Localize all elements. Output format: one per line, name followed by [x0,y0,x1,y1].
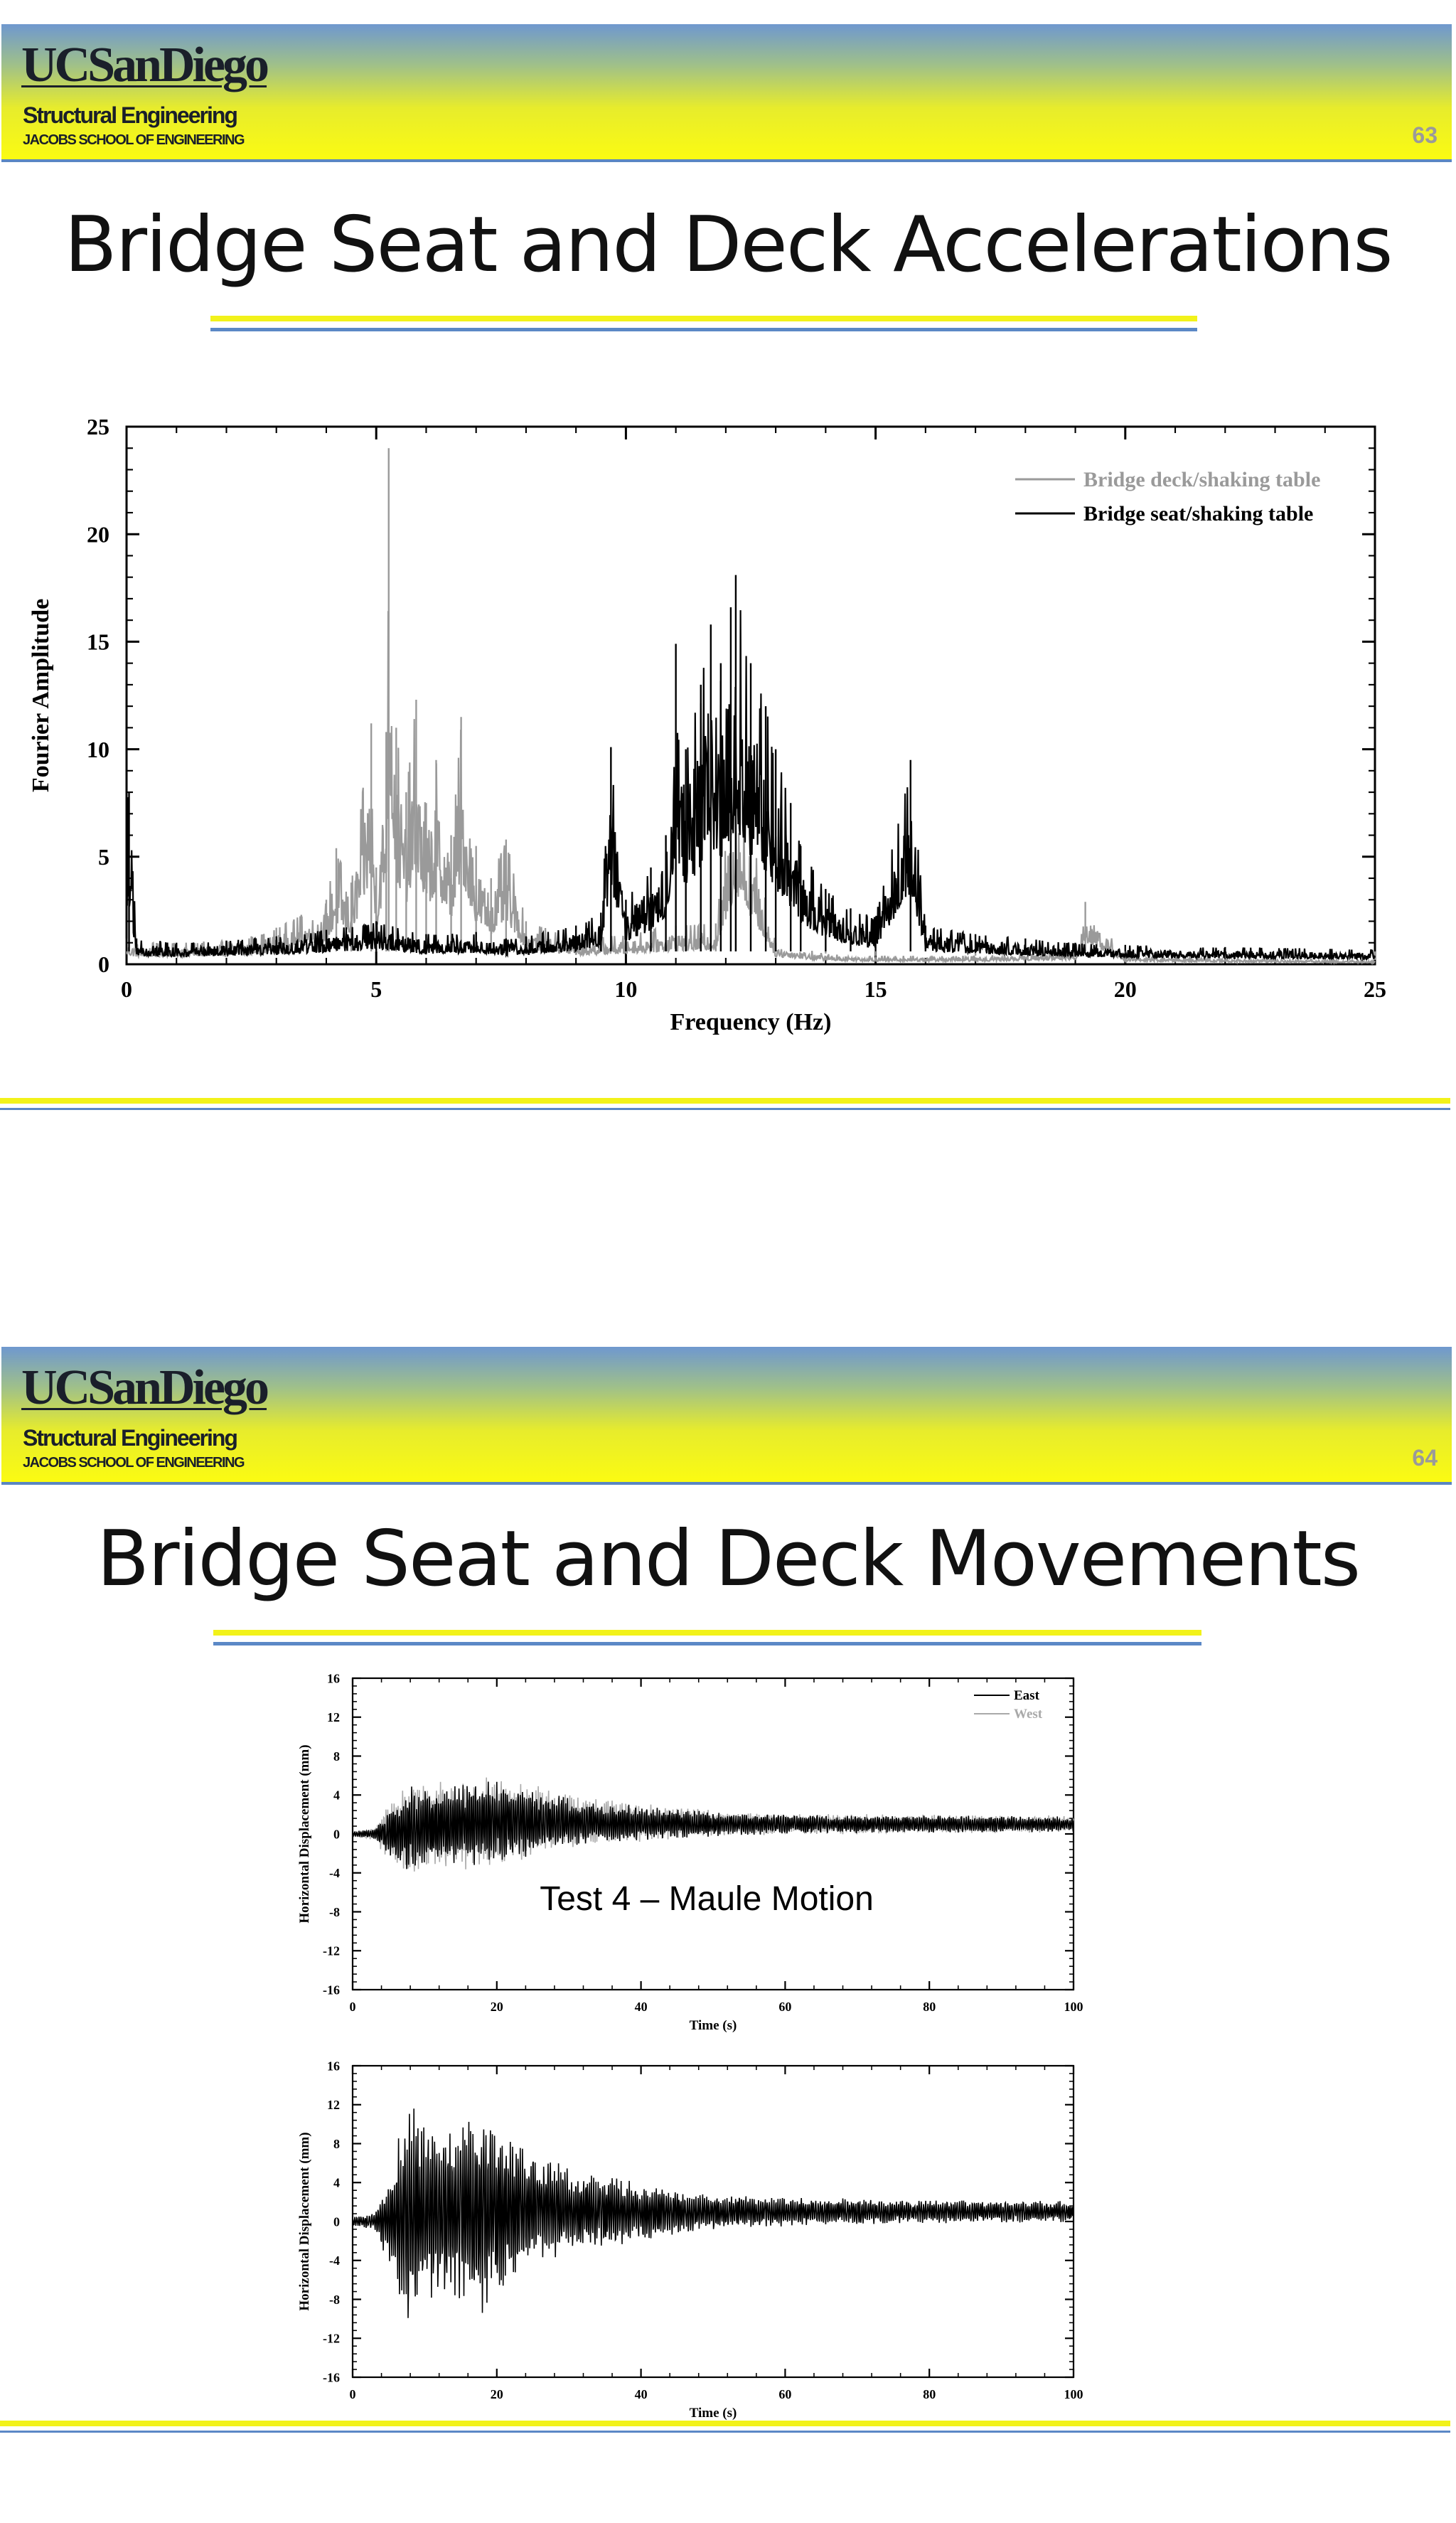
y-tick-label: 16 [327,2059,340,2074]
series-line-east [353,1782,1074,1869]
x-tick-label: 60 [778,2000,792,2014]
displacement-chart-bottom [0,2047,1456,2431]
chart-annotation: Test 4 – Maule Motion [540,1880,874,1918]
ucsd-logo: UCSanDiego [21,1360,267,1415]
fourier-amplitude-chart [0,380,1456,1062]
y-tick-label: 4 [333,2175,340,2190]
x-axis-title: Frequency (Hz) [670,1009,832,1035]
y-tick-label: -16 [323,1983,340,1997]
y-tick-label: 20 [87,521,109,548]
y-tick-label: 12 [327,2098,340,2113]
legend-label: East [1014,1688,1039,1703]
y-axis-title: Fourier Amplitude [28,598,54,793]
x-tick-label: 60 [778,2387,792,2401]
ucsd-logo: UCSanDiego [21,38,267,92]
x-tick-label: 80 [923,2000,936,2014]
y-tick-label: 4 [333,1788,340,1803]
logo-school: JACOBS SCHOOL OF ENGINEERING [23,1455,245,1471]
x-tick-label: 100 [1064,2387,1083,2401]
title-rule-blue [213,1642,1201,1645]
header-banner [1,24,1452,162]
y-tick-label: 0 [333,1827,340,1842]
page-number: 63 [1412,122,1438,148]
x-tick-label: 20 [490,2000,503,2014]
logo-school: JACOBS SCHOOL OF ENGINEERING [23,132,245,148]
y-tick-label: 10 [87,736,109,762]
legend-label: Bridge seat/shaking table [1083,502,1314,526]
logo-subtitle: Structural Engineering [23,102,237,128]
x-tick-label: 20 [1113,976,1137,1002]
y-tick-label: 15 [87,629,109,655]
y-tick-label: 12 [327,1710,340,1725]
x-tick-label: 10 [614,976,638,1002]
footer-rule-blue [0,1108,1450,1110]
legend-label: West [1014,1707,1043,1722]
x-axis-title: Time (s) [689,2406,737,2421]
x-tick-label: 100 [1064,2000,1083,2014]
footer-rule-yellow [0,1098,1450,1104]
y-tick-label: -4 [329,1866,340,1881]
page-number: 64 [1412,1445,1438,1471]
y-tick-label: 5 [98,844,109,870]
y-tick-label: 0 [333,2214,340,2229]
y-tick-label: -12 [323,2331,340,2346]
y-tick-label: -8 [329,1904,340,1919]
x-tick-label: 15 [864,976,887,1002]
displacement-chart-top [0,1660,1456,2044]
x-tick-label: 0 [349,2387,356,2401]
y-tick-label: -4 [329,2253,340,2268]
x-tick-label: 40 [634,2000,648,2014]
y-tick-label: -12 [323,1943,340,1958]
y-axis-title: Horizontal Displacement (mm) [297,1744,312,1924]
title-rule-yellow [213,1630,1201,1636]
footer-rule-yellow [0,2421,1450,2426]
title-rule-blue [210,328,1197,331]
x-tick-label: 5 [370,976,382,1002]
y-tick-label: 16 [327,1671,340,1686]
y-tick-label: 0 [98,951,109,978]
y-tick-label: 8 [333,1749,340,1764]
y-tick-label: -16 [323,2370,340,2385]
slide-64 [0,1347,1456,2499]
y-tick-label: -8 [329,2292,340,2307]
slide-63 [0,24,1456,1119]
legend-label: Bridge deck/shaking table [1083,468,1321,491]
header-banner [1,1347,1452,1485]
series-line-displacement [353,2108,1074,2318]
x-tick-label: 25 [1364,976,1386,1002]
x-tick-label: 80 [923,2387,936,2401]
x-tick-label: 20 [490,2387,503,2401]
y-axis-title: Horizontal Displacement (mm) [297,2132,312,2311]
slide-title: Bridge Seat and Deck Movements [97,1515,1359,1604]
title-rule-yellow [210,316,1197,321]
y-tick-label: 8 [333,2136,340,2151]
x-axis-title: Time (s) [689,2018,737,2033]
footer-rule-blue [0,2431,1450,2433]
slide-title: Bridge Seat and Deck Accelerations [64,201,1392,289]
y-tick-label: 25 [87,414,109,440]
logo-subtitle: Structural Engineering [23,1425,237,1451]
x-tick-label: 0 [349,2000,356,2014]
x-tick-label: 0 [121,976,132,1002]
x-tick-label: 40 [634,2387,648,2401]
